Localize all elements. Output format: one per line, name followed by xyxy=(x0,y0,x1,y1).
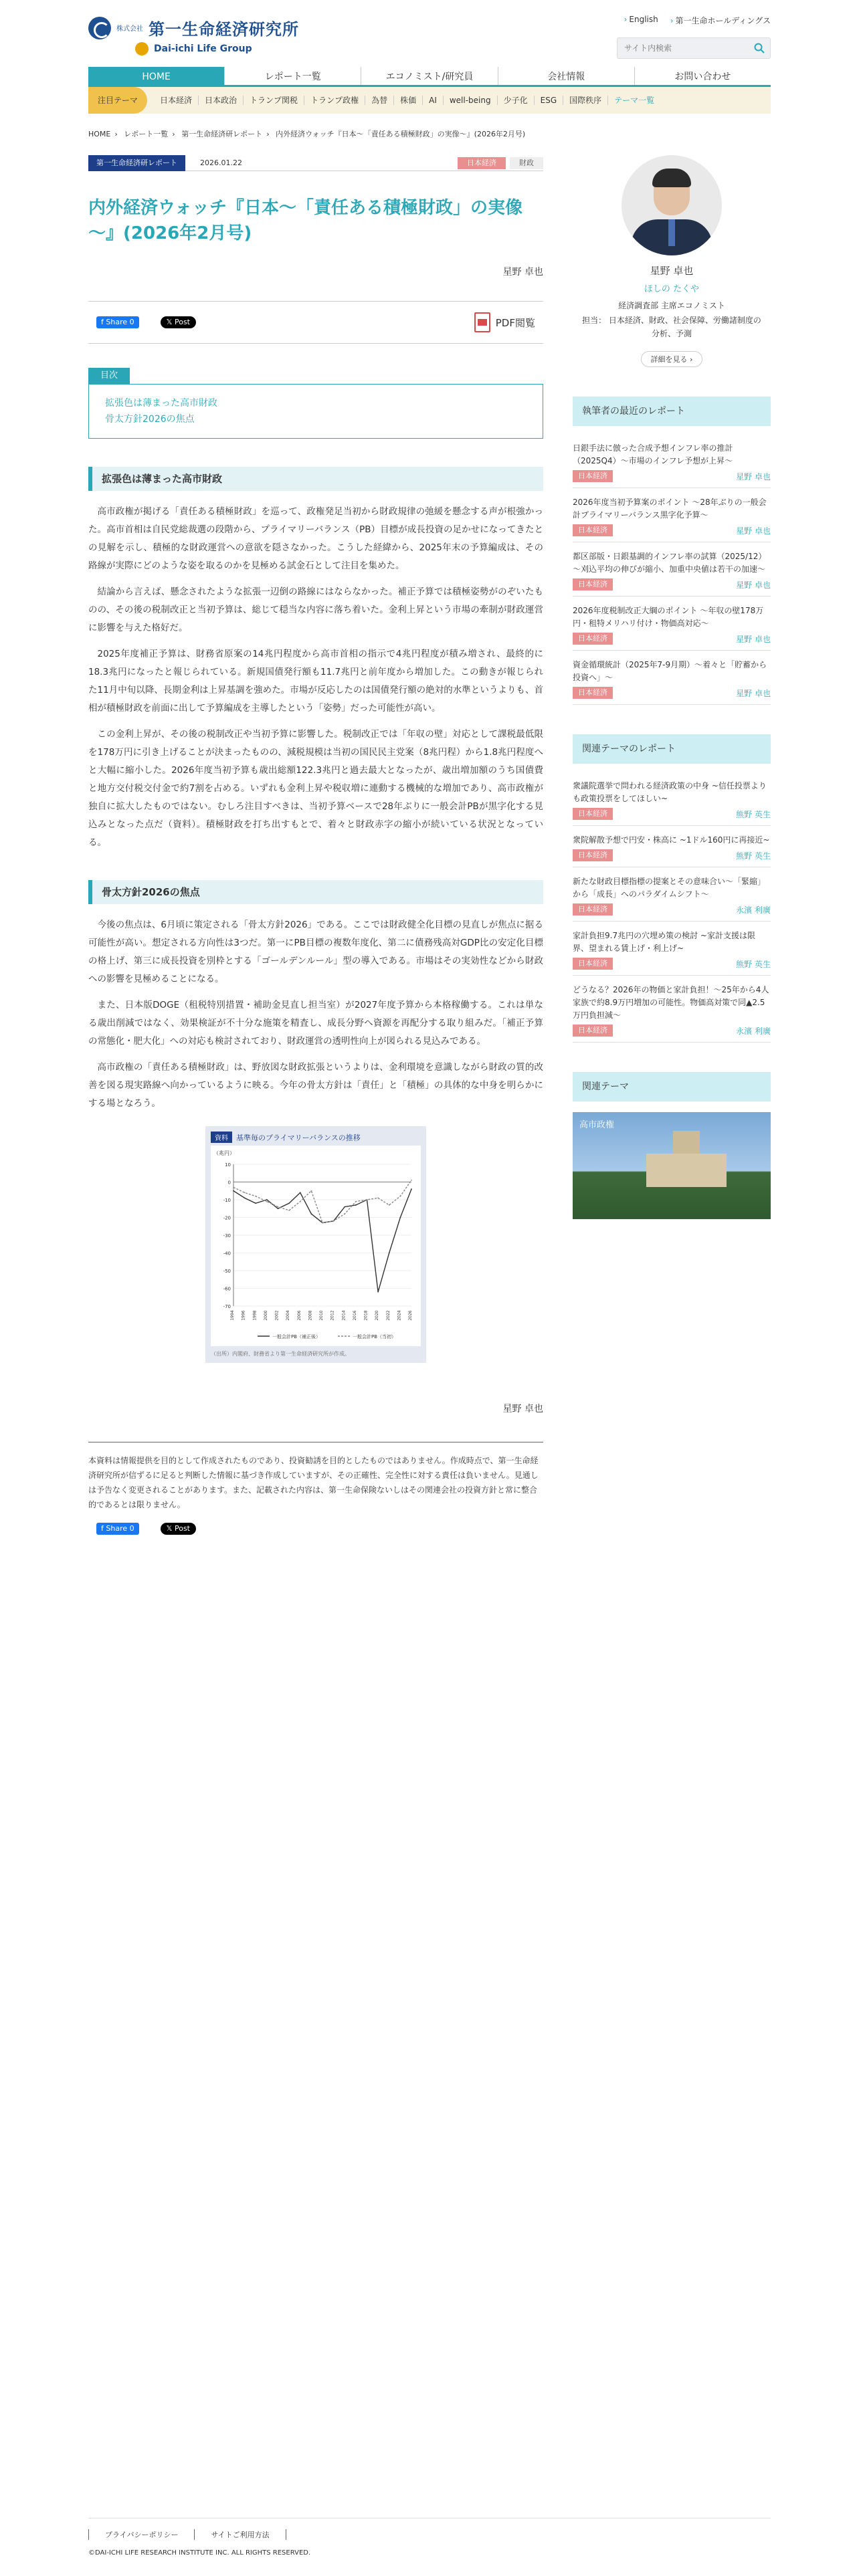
disclaimer: 本資料は情報提供を目的として作成されたものであり、投資勧誘を目的としたものではありません。作成時点で、第一生命経済研究所が信ずるに足ると判断した情報に基づき作成していますが、その正確性、完全性に対する責任は負いません。見通しは予告なく変更されることがあります。また、記載された内容は、第一生命保険ないしはその関連会社の投資方針と常に整合的であるとは限りません。 xyxy=(88,1442,543,1512)
report-tag: 日本経済 xyxy=(573,524,613,536)
data-point xyxy=(255,1196,256,1197)
legend-label: 一般会計PB（当初） xyxy=(353,1334,397,1339)
list-item[interactable] xyxy=(573,922,771,976)
facebook-share-button[interactable]: f Share 0 xyxy=(96,316,139,328)
theme-link[interactable]: 国際秩序 xyxy=(563,96,608,105)
report-type-badge[interactable]: 第一生命経済研レポート xyxy=(88,155,185,171)
logo-small-text: 株式会社 xyxy=(116,25,143,33)
report-tag: 日本経済 xyxy=(573,849,613,861)
theme-link[interactable]: 少子化 xyxy=(498,96,535,105)
breadcrumb-category[interactable]: 第一生命経済研レポート xyxy=(181,130,263,138)
nav-company[interactable]: 会社情報 xyxy=(498,67,635,85)
figure-title: 基準毎のプライマリーバランスの推移 xyxy=(236,1133,361,1142)
data-point xyxy=(377,1197,379,1198)
report-tag: 日本経済 xyxy=(573,808,613,820)
x-tick-label: 2006 xyxy=(296,1310,302,1321)
x-tick-label: 1996 xyxy=(241,1310,246,1321)
breadcrumb-home[interactable]: HOME xyxy=(88,130,111,138)
related-reports-heading: 関連テーマのレポート xyxy=(573,734,771,764)
list-item[interactable] xyxy=(573,867,771,922)
x-tick-label: 2004 xyxy=(286,1310,291,1321)
data-point xyxy=(244,1197,246,1198)
breadcrumb-reports[interactable]: レポート一覧 xyxy=(124,130,169,138)
featured-themes xyxy=(88,87,771,114)
toc-link[interactable]: 骨太方針2026の焦点 xyxy=(105,414,195,425)
profile-kana: ほしの たくや xyxy=(644,284,700,294)
data-point xyxy=(399,1196,401,1197)
y-axis-unit: （兆円） xyxy=(213,1150,235,1156)
data-point xyxy=(367,1199,368,1200)
theme-link[interactable]: トランプ関税 xyxy=(244,96,304,105)
data-point xyxy=(310,1213,312,1214)
chevron-right-icon: › xyxy=(624,15,628,24)
report-author: 熊野 英生 xyxy=(736,851,771,861)
report-tag: 日本経済 xyxy=(573,958,613,970)
data-point xyxy=(399,1217,401,1218)
paragraph: 高市政権が掲げる「責任ある積極財政」を巡って、政権発足当初から財政規律の弛緩を懸念する声が根強かった。高市首相は自民党総裁選の段階から、プライマリーバランス（PB）目標が成長投資の足かせになってきたとの見解を示し、積極的な財政運営への意欲を隠さなかった。こうした経緯から、2025年末の予算編成は、その路線が実際にどのような姿を取るのかを見極める試金石として注目を集めた。 xyxy=(88,506,543,571)
x-post-button[interactable]: 𝕏 Post xyxy=(161,316,196,328)
group-name: Dai-ichi Life Group xyxy=(154,43,252,54)
section-heading: 拡張色は薄まった高市財政 xyxy=(88,467,543,491)
pdf-label: PDF閲覧 xyxy=(495,316,535,329)
x-post-button[interactable]: 𝕏 Post xyxy=(161,1523,196,1535)
list-item[interactable] xyxy=(573,434,771,488)
article-main xyxy=(88,155,543,1535)
report-tag: 日本経済 xyxy=(573,687,613,699)
privacy-policy-link[interactable]: プライバシーポリシー xyxy=(88,2529,195,2540)
section-heading: 骨太方針2026の焦点 xyxy=(88,880,543,904)
y-tick-label: 10 xyxy=(225,1162,231,1168)
copyright: ©DAI-ICHI LIFE RESEARCH INSTITUTE INC. ALL RIGHTS RESERVED. xyxy=(88,2549,311,2557)
report-author: 星野 卓也 xyxy=(736,526,771,536)
data-point xyxy=(333,1220,335,1222)
theme-link[interactable]: ESG xyxy=(535,96,564,105)
report-title: どうなる？2026年の物価と家計負担！～25年から4人家族で約8.9万円増加の可能性。物価高対策で同▲2.5万円負担減～ xyxy=(573,985,769,1020)
x-tick-label: 2002 xyxy=(274,1310,280,1321)
nav-contact[interactable]: お問い合わせ xyxy=(674,72,731,82)
theme-link[interactable]: AI xyxy=(423,96,444,105)
breadcrumb-separator: › xyxy=(266,130,270,138)
report-tag: 日本経済 xyxy=(573,633,613,645)
nav-economists[interactable]: エコノミスト/研究員 xyxy=(361,67,498,85)
paragraph: 2025年度補正予算は、財務省原案の14兆円程度から高市首相の指示で4兆円程度が積み増され、最終的に18.3兆円になったと報じられている。新規国債発行額も11.7兆円と前年度から増加した。この動きが報じられた11月中旬以降、長期金利は上昇基調を強めた。市場が反応したのは国債発行額の絶対的水準というよりも、首相が積極財政を前面に出して予算編成を主導したという「姿勢」だった可能性が高い。 xyxy=(88,649,543,714)
report-author: 星野 卓也 xyxy=(736,634,771,644)
report-title: 家計負担9.7兆円の穴埋め策の検討 ~家計支援は限界、望まれる賃上げ・利上げ~ xyxy=(573,931,755,953)
x-tick-label: 2014 xyxy=(341,1310,347,1321)
report-title: 衆議院選挙で問われる経済政策の中身 ~信任投票よりも政策投票をしてほしい~ xyxy=(573,781,767,803)
profile-role: 経済調査部 主席エコノミスト xyxy=(618,301,725,310)
report-author: 永濱 利廣 xyxy=(736,905,771,915)
x-tick-label: 2000 xyxy=(263,1310,268,1321)
toc-title: 目次 xyxy=(88,368,130,384)
english-link-label: English xyxy=(629,15,658,24)
x-tick-label: 2008 xyxy=(308,1310,313,1321)
report-title: 2026年度当初予算案のポイント ～28年ぶりの一般会計プライマリーバランス黒字化予算～ xyxy=(573,498,767,520)
data-point xyxy=(288,1210,290,1211)
paragraph: 高市政権の「責任ある積極財政」は、野放図な財政拡張というよりは、金利環境を意識しながら財政の質的改善を図る現実路線へ向かっているように映る。今年の骨太方針は「責任」と「積極」の具体的な中身を明らかにする場となろう。 xyxy=(88,1062,543,1109)
nav-reports[interactable]: レポート一覧 xyxy=(225,67,361,85)
site-logo[interactable] xyxy=(88,16,299,56)
y-tick-label: -70 xyxy=(223,1304,231,1309)
x-tick-label: 2024 xyxy=(397,1310,402,1321)
report-author: 熊野 英生 xyxy=(736,809,771,819)
legend-label: 一般会計PB（補正後） xyxy=(272,1334,321,1339)
report-tag: 日本経済 xyxy=(573,903,613,916)
figure-badge: 資料 xyxy=(211,1132,232,1143)
list-item[interactable] xyxy=(573,651,771,705)
pdf-button[interactable] xyxy=(474,312,535,332)
toc-link[interactable]: 拡張色は薄まった高市財政 xyxy=(105,398,217,409)
data-point xyxy=(355,1201,357,1202)
data-point xyxy=(233,1187,234,1188)
data-point xyxy=(300,1192,301,1194)
logo-mark-icon xyxy=(88,17,111,39)
publish-date: 2026.01.22 xyxy=(200,158,242,167)
facebook-share-button[interactable]: f Share 0 xyxy=(96,1523,139,1535)
theme-link[interactable]: 日本政治 xyxy=(199,96,244,105)
table-of-contents xyxy=(88,368,543,439)
data-point xyxy=(266,1201,268,1202)
data-point xyxy=(244,1192,246,1194)
data-point xyxy=(266,1199,268,1200)
theme-link[interactable]: 為替 xyxy=(365,96,394,105)
english-link[interactable] xyxy=(624,15,658,26)
holdings-link[interactable] xyxy=(670,15,771,26)
nav-home[interactable]: HOME xyxy=(88,67,225,85)
list-item[interactable] xyxy=(573,542,771,597)
article-title: 内外経済ウォッチ『日本～「責任ある積極財政」の実像～』(2026年2月号) xyxy=(88,198,522,243)
report-title: 資金循環統計（2025年7-9月期）～着々と「貯蓄から投資へ」～ xyxy=(573,660,767,682)
avatar[interactable] xyxy=(622,155,722,255)
report-title: 2026年度税制改正大綱のポイント ～年収の壁178万円・租特メリハリ付け・物価高対応～ xyxy=(573,606,764,628)
profile-name: 星野 卓也 xyxy=(650,265,694,277)
article-author[interactable]: 星野 卓也 xyxy=(502,267,543,278)
profile-area: 担当： 日本経済、財政、社会保障、労働諸制度の分析、予測 xyxy=(582,316,761,338)
list-item[interactable] xyxy=(573,826,771,867)
report-author: 星野 卓也 xyxy=(736,580,771,590)
y-tick-label: -40 xyxy=(223,1251,231,1257)
report-author: 熊野 英生 xyxy=(736,959,771,969)
sidebar xyxy=(573,155,771,1535)
report-author: 永濱 利廣 xyxy=(736,1026,771,1036)
breadcrumb xyxy=(88,128,771,139)
y-tick-label: -50 xyxy=(223,1269,231,1274)
paragraph: また、日本版DOGE（租税特別措置・補助金見直し担当室）が2027年度予算から本格稼働する。これは単なる歳出削減ではなく、効果検証が不十分な施策を精査し、成長分野へ資源を再配分する取り組みだ。「補正予算の常態化・肥大化」への対応も検討されており、財政運営の透明性向上が図られる見込みである。 xyxy=(88,1000,543,1047)
chevron-right-icon: › xyxy=(670,16,674,25)
theme-card[interactable] xyxy=(573,1112,771,1219)
data-point xyxy=(310,1190,312,1192)
paragraph: この金利上昇が、その後の税制改正や当初予算に影響した。税制改正では「年収の壁」対応として課税最低限を178万円に引き上げることが決まったものの、減税規模は当初の国民民主党案（8兆円程）から1.8兆円程度へと大幅に縮小した。2026年度当初予算も歳出総額122.3兆円と過去最大となったが、歳出増加額のうち国債費と地方交付税交付金で約7割を占める。いずれも金利上昇や税収増に連動する機械的な増加であり、高市政権が独自に拡大したものではない。むしろ注目すべきは、当初予算ベースで28年ぶりに一般会計PBが黒字化する見込みとなった点だ（資料）。積極財政を打ち出すもとで、着々と財政赤字の縮小が続いている状況となっている。 xyxy=(88,729,543,848)
data-point xyxy=(255,1202,256,1204)
related-reports-list xyxy=(573,772,771,1043)
paragraph: 今後の焦点は、6月頃に策定される「骨太方針2026」である。ここでは財政健全化目標の見直しが焦点に据る可能性が高い。想定される方向性は3つだ。第一にPB目標の複数年度化、第二に債務残高対GDP比の安定化目標の格上げ、第三に成長投資を別枠とする「ゴールデンルール」型の導入である。市場はその実効性などから財政への影響を見極めることになる。 xyxy=(88,920,543,984)
share-bar xyxy=(88,301,543,344)
site-header xyxy=(88,0,771,67)
data-point xyxy=(278,1208,279,1209)
x-tick-label: 2016 xyxy=(352,1310,357,1321)
report-tag: 日本経済 xyxy=(573,578,613,591)
themes-label: 注目テーマ xyxy=(88,87,147,114)
global-nav xyxy=(88,67,771,87)
logo-name: 第一生命経済研究所 xyxy=(149,20,299,39)
data-point xyxy=(344,1206,345,1208)
breadcrumb-separator: › xyxy=(172,130,175,138)
x-tick-label: 2010 xyxy=(319,1310,324,1321)
figure-source-note: （出所）内閣府、財務省より第一生命経済研究所が作成。 xyxy=(211,1351,350,1357)
list-item[interactable] xyxy=(573,488,771,542)
data-point xyxy=(233,1190,234,1192)
theme-card-title: 高市政権 xyxy=(579,1120,615,1130)
data-point xyxy=(389,1204,390,1206)
y-tick-label: -60 xyxy=(223,1286,231,1292)
breadcrumb-separator: › xyxy=(114,130,118,138)
breadcrumb-current: 内外経済ウォッチ『日本～「責任ある積極財政」の実像～』(2026年2月号) xyxy=(276,130,526,138)
data-point xyxy=(377,1291,379,1293)
building-image xyxy=(646,1154,727,1187)
related-theme-heading: 関連テーマ xyxy=(573,1072,771,1101)
list-item[interactable] xyxy=(573,772,771,826)
chart-figure[interactable] xyxy=(205,1126,426,1363)
data-point xyxy=(300,1201,301,1202)
report-title: 衆院解散予想で円安・株高に ~1ドル160円に再接近~ xyxy=(573,835,770,845)
share-bar-bottom xyxy=(88,1523,543,1535)
theme-link[interactable]: 株価 xyxy=(394,96,423,105)
site-search xyxy=(617,37,771,59)
site-usage-link[interactable]: サイトご利用方法 xyxy=(195,2529,286,2540)
theme-list-link[interactable]: テーマ一覧 xyxy=(614,96,655,105)
article-author-end: 星野 卓也 xyxy=(502,1404,543,1414)
report-author: 星野 卓也 xyxy=(736,688,771,698)
data-point xyxy=(411,1180,412,1181)
report-tag: 日本経済 xyxy=(573,1025,613,1037)
x-tick-label: 2012 xyxy=(330,1310,335,1321)
x-tick-label: 1994 xyxy=(230,1310,235,1321)
data-point xyxy=(411,1188,412,1190)
data-point xyxy=(288,1202,290,1204)
profile-more-button[interactable]: 詳細を見る › xyxy=(641,351,703,367)
search-input[interactable] xyxy=(617,38,745,58)
theme-link[interactable]: トランプ政権 xyxy=(304,96,365,105)
y-tick-label: -30 xyxy=(223,1233,231,1239)
profile-more-label: 詳細を見る xyxy=(650,355,688,364)
y-tick-label: -20 xyxy=(223,1215,231,1221)
author-profile xyxy=(573,155,771,367)
x-tick-label: 2022 xyxy=(385,1310,391,1321)
x-tick-label: 2026 xyxy=(408,1310,413,1321)
pb-line-chart xyxy=(211,1146,421,1346)
data-point xyxy=(322,1222,323,1224)
theme-link[interactable]: well-being xyxy=(444,96,498,105)
data-point xyxy=(344,1213,345,1214)
top-links xyxy=(624,15,771,26)
theme-link[interactable]: 日本経済 xyxy=(154,96,199,105)
x-tick-label: 2018 xyxy=(363,1310,369,1321)
article-meta xyxy=(88,155,543,171)
report-title: 日銀手法に倣った合成予想インフレ率の推計（2025Q4）～市場のインフレ予想が上昇～ xyxy=(573,443,733,465)
group-mark-icon xyxy=(135,42,149,56)
recent-reports-heading: 執筆者の最近のレポート xyxy=(573,397,771,426)
report-tag: 日本経済 xyxy=(573,470,613,482)
site-footer xyxy=(0,2518,859,2557)
list-item[interactable] xyxy=(573,597,771,651)
report-author: 星野 卓也 xyxy=(736,471,771,481)
x-tick-label: 2020 xyxy=(375,1310,380,1321)
series-line-1 xyxy=(233,1189,411,1292)
pdf-icon xyxy=(474,312,490,332)
recent-reports-list xyxy=(573,434,771,705)
search-icon[interactable] xyxy=(754,43,765,53)
report-title: 都区部版・日銀基調的インフレ率の試算（2025/12）～刈込平均の伸びが縮小、加重中央値は若干の加速～ xyxy=(573,552,767,574)
x-tick-label: 1998 xyxy=(252,1310,258,1321)
data-point xyxy=(389,1253,390,1254)
report-title: 新たな財政目標指標の提案とその意味合い～「緊縮」から「成長」へのパラダイムシフト～ xyxy=(573,877,766,899)
category-tag[interactable]: 日本経済 xyxy=(458,157,506,169)
paragraph: 結論から言えば、懸念されたような拡張一辺倒の路線にはならなかった。補正予算では積極姿勢がのぞいたものの、その後の税制改正と当初予算は、総じて穏当な内容に落ち着いた。金利上昇という市場の牽制が財政運営に影響を与えた格好だ。 xyxy=(88,586,543,633)
data-point xyxy=(278,1206,279,1208)
data-point xyxy=(355,1204,357,1206)
list-item[interactable] xyxy=(573,976,771,1043)
category-tag[interactable]: 財政 xyxy=(510,157,543,169)
y-tick-label: 0 xyxy=(227,1180,231,1186)
y-tick-label: -10 xyxy=(223,1198,231,1203)
holdings-link-label: 第一生命ホールディングス xyxy=(675,16,771,25)
